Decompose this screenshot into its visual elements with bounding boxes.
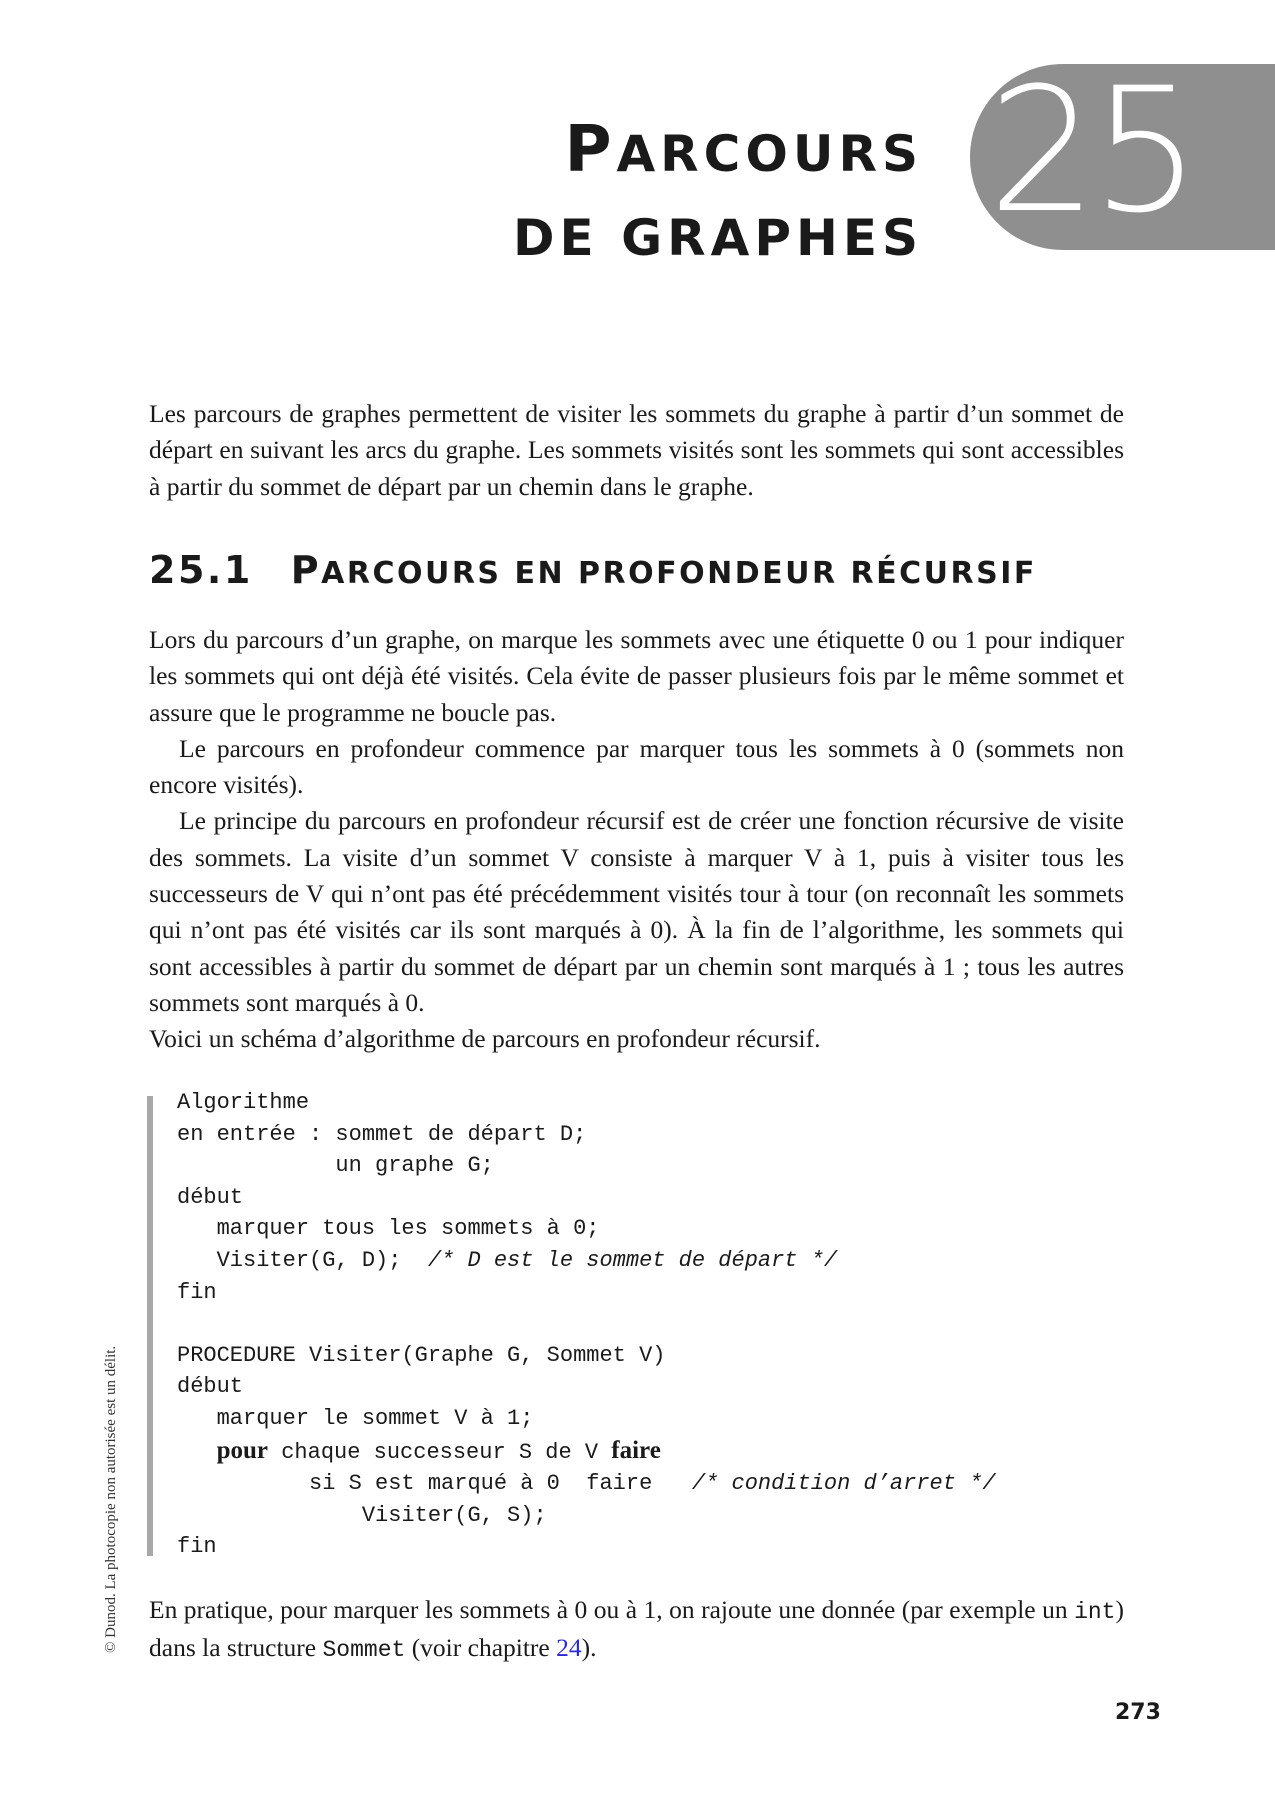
paragraph: Le parcours en profondeur commence par marquer tous les sommets à 0 (sommets non encore visités).	[149, 733, 1124, 800]
title-line2: DE GRAPHES	[513, 209, 923, 267]
code-keyword: faire	[611, 1436, 661, 1464]
paragraph: Lors du parcours d’un graphe, on marque les sommets avec une étiquette 0 ou 1 pour indiquer les sommets qui ont déjà été visités. Cela évite de passer plusieurs fois par le même sommet et assure que le programme ne boucle pas.	[149, 625, 1124, 727]
algorithm-code	[177, 1087, 996, 1563]
chapter-link[interactable]: 24	[556, 1633, 582, 1663]
code-line: fin	[177, 1279, 217, 1305]
code-line: fin	[177, 1534, 217, 1560]
section-heading	[149, 548, 1037, 592]
text: (voir chapitre	[405, 1633, 557, 1663]
code-text: si S est marqué à 0 faire	[177, 1471, 692, 1497]
copyright-notice: © Dunod. La photocopie non autorisée est un délit.	[103, 1345, 119, 1653]
intro-text: Les parcours de graphes permettent de visiter les sommets du graphe à partir d’un sommet de départ en suivant les arcs du graphe. Les sommets visités sont les sommets qui sont accessibles à partir du sommet de départ par un chemin dans le graphe.	[149, 399, 1124, 501]
code-line: Visiter(G, S);	[177, 1502, 547, 1528]
paragraph: Voici un schéma d’algorithme de parcours en profondeur récursif.	[149, 1024, 821, 1054]
code-line: marquer tous les sommets à 0;	[177, 1216, 600, 1242]
code-line: Algorithme	[177, 1090, 310, 1115]
chapter-title	[513, 108, 923, 280]
paragraph: Le principe du parcours en profondeur récursif est de créer une fonction récursive de visite des sommets. La visite d’un sommet V consiste à marquer V à 1, puis à visiter tous les successeurs de V qui n’ont pas été précédemment visités tour à tour (on reconnaît les sommets qui n’ont pas été visités car ils sont marqués à 0). À la fin de l’algorithme, les sommets qui sont accessibles à partir du sommet de départ par un chemin sont marqués à 1 ; tous les autres sommets sont marqués à 0.	[149, 806, 1124, 1017]
code-text: Visiter(G, D);	[177, 1247, 428, 1273]
code-line: en entrée : sommet de départ D;	[177, 1121, 587, 1147]
code-line	[177, 1468, 996, 1500]
section-number: 25.1	[149, 548, 253, 592]
final-paragraph	[149, 1592, 1124, 1669]
code-line: un graphe G;	[177, 1153, 494, 1179]
code-line: début	[177, 1184, 244, 1210]
title-initial: P	[564, 113, 617, 187]
section-initial: P	[290, 548, 322, 592]
code-line	[177, 1245, 996, 1277]
code-comment: /* D est le sommet de départ */	[427, 1247, 838, 1273]
inline-code: int	[1074, 1599, 1116, 1625]
body-text	[149, 622, 1124, 1058]
code-line	[177, 1435, 996, 1469]
section-title: ARCOURS EN PROFONDEUR RÉCURSIF	[321, 556, 1037, 591]
text: ) dans la structure	[149, 1595, 1124, 1663]
code-keyword: pour	[216, 1436, 269, 1464]
chapter-number-badge	[970, 50, 1275, 251]
chapter-number: 25	[988, 50, 1195, 251]
text: ).	[581, 1633, 597, 1663]
page-number: 273	[1115, 1700, 1161, 1725]
inline-code: Sommet	[322, 1637, 406, 1664]
code-text: chaque successeur S de V	[268, 1439, 612, 1465]
code-comment: /* condition d’arret */	[691, 1471, 996, 1497]
code-line: début	[177, 1374, 244, 1400]
code-line: PROCEDURE Visiter(Graphe G, Sommet V)	[177, 1342, 666, 1368]
title-rest: ARCOURS	[616, 125, 923, 183]
code-blank-line	[177, 1308, 996, 1340]
code-line: marquer le sommet V à 1;	[177, 1405, 534, 1431]
text: En pratique, pour marquer les sommets à 0 ou à 1, on rajoute une donnée (par exemple un	[149, 1595, 1075, 1624]
code-block-bar	[147, 1096, 153, 1556]
intro-paragraph	[149, 396, 1124, 505]
